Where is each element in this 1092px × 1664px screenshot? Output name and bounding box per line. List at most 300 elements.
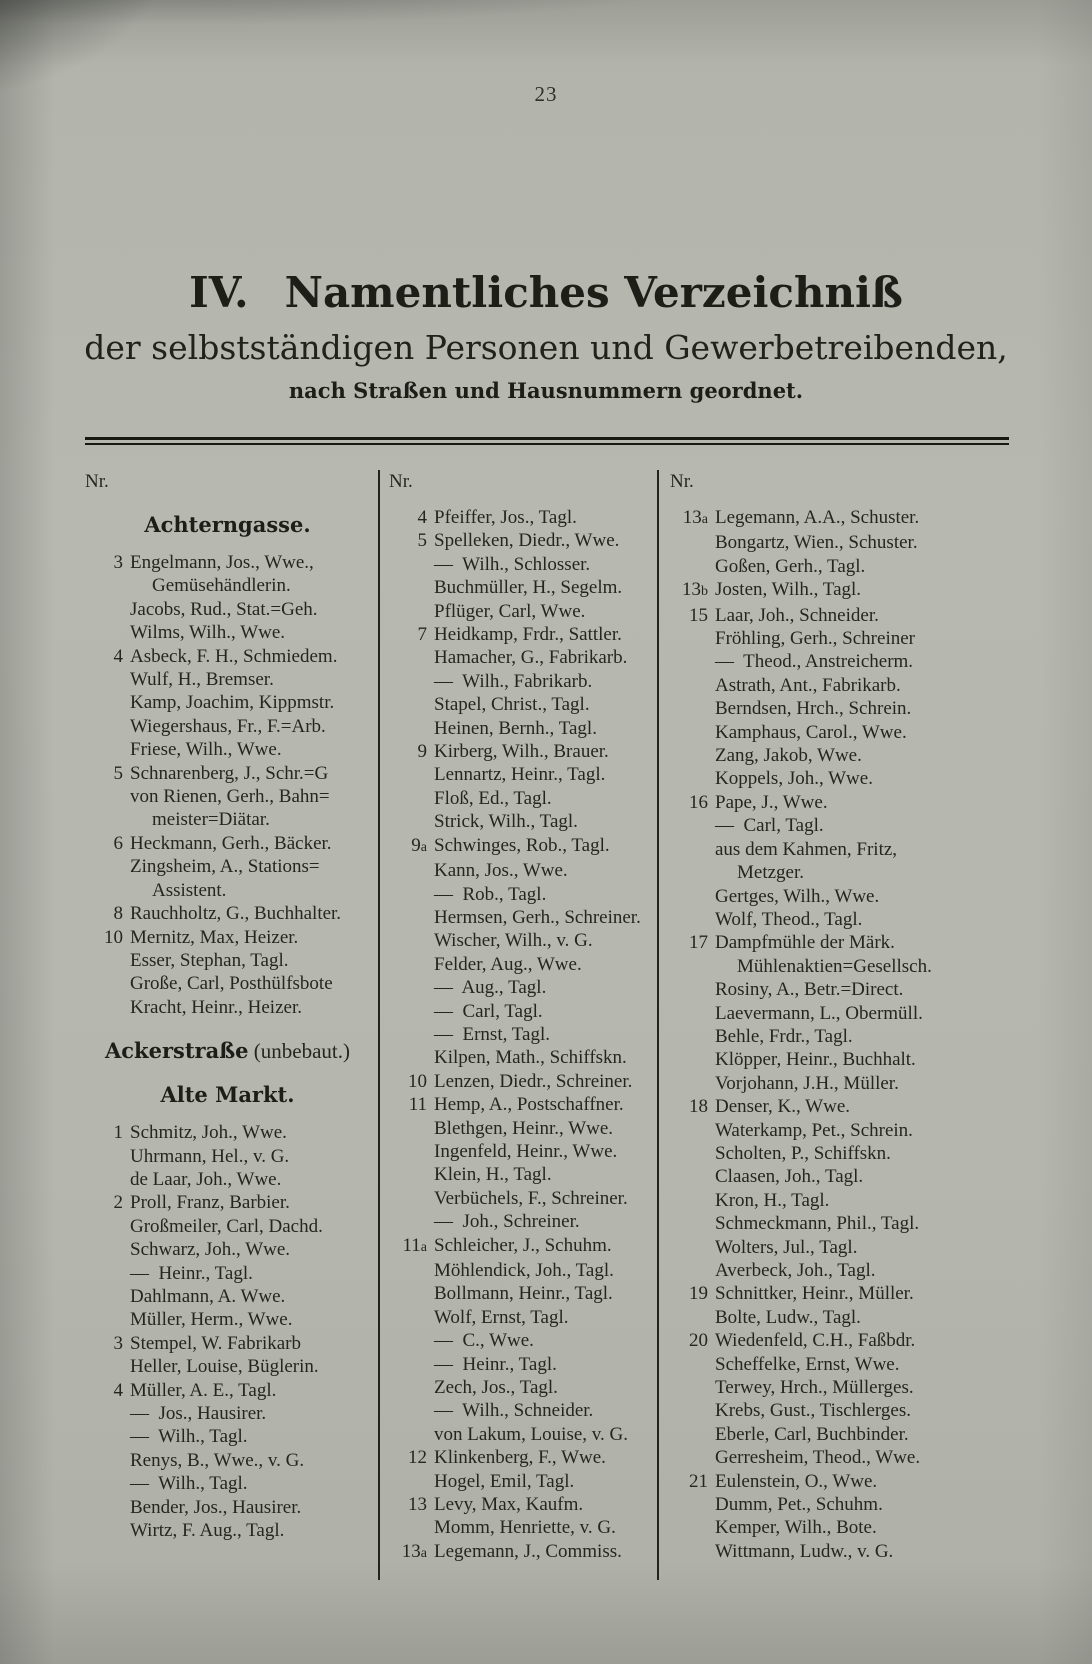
house-number bbox=[670, 1493, 715, 1516]
directory-column bbox=[657, 470, 1010, 1580]
house-number: 13a bbox=[682, 507, 708, 528]
house-number bbox=[389, 553, 434, 576]
directory-entry bbox=[670, 1446, 1010, 1469]
house-number: 3 bbox=[113, 1332, 123, 1354]
entry-text: Laar, Joh., Schneider. bbox=[715, 604, 879, 626]
house-number bbox=[670, 1119, 715, 1142]
entry-text: Wischer, Wilh., v. G. bbox=[434, 930, 593, 952]
house-number bbox=[389, 1046, 434, 1069]
entry-text: Averbeck, Joh., Tagl. bbox=[715, 1260, 876, 1281]
directory-entry bbox=[670, 1493, 1010, 1516]
house-number: 8 bbox=[113, 903, 123, 925]
entry-text: Klöpper, Heinr., Buchhalt. bbox=[715, 1049, 916, 1071]
directory-entry bbox=[85, 691, 370, 714]
house-number bbox=[670, 1025, 715, 1048]
house-number bbox=[85, 1402, 130, 1425]
directory-entry bbox=[85, 1519, 370, 1542]
house-number bbox=[670, 1399, 715, 1422]
entry-text: Schmeckmann, Phil., Tagl. bbox=[715, 1213, 920, 1235]
entry-text: Asbeck, F. H., Schmiedem. bbox=[130, 645, 338, 667]
directory-column bbox=[85, 470, 378, 1580]
house-number bbox=[85, 1262, 130, 1285]
entry-text: Dampfmühle der Märk. bbox=[715, 932, 895, 954]
entry-text: Eulenstein, O., Wwe. bbox=[715, 1470, 878, 1492]
directory-entry bbox=[670, 1165, 1010, 1188]
entry-text: Floß, Ed., Tagl. bbox=[434, 787, 552, 809]
directory-entry bbox=[85, 808, 370, 831]
house-number bbox=[85, 621, 130, 644]
house-number bbox=[389, 1259, 434, 1282]
house-number bbox=[389, 976, 434, 999]
entry-text: — Jos., Hausirer. bbox=[130, 1403, 267, 1424]
directory-entry bbox=[670, 838, 1010, 861]
entry-text: Mernitz, Max, Heizer. bbox=[130, 926, 299, 948]
house-number: 6 bbox=[113, 832, 123, 854]
house-number bbox=[389, 953, 434, 976]
entry-text: Kilpen, Math., Schiffskn. bbox=[434, 1047, 627, 1069]
house-number bbox=[389, 670, 434, 693]
entry-text: Claasen, Joh., Tagl. bbox=[715, 1166, 864, 1188]
directory-entry bbox=[85, 832, 370, 855]
directory-entry bbox=[389, 929, 653, 952]
entry-text: Behle, Frdr., Tagl. bbox=[715, 1025, 853, 1047]
entry-text: Gertges, Wilh., Wwe. bbox=[715, 885, 880, 907]
directory-entry bbox=[389, 1306, 653, 1329]
house-number bbox=[85, 808, 130, 831]
house-number: 13a bbox=[401, 1540, 427, 1562]
directory-entry bbox=[389, 1446, 653, 1469]
entry-text: Terwey, Hrch., Müllerges. bbox=[715, 1377, 914, 1399]
directory-entry bbox=[85, 902, 370, 925]
entry-text: Zang, Jakob, Wwe. bbox=[715, 745, 862, 767]
directory-entry bbox=[85, 879, 370, 902]
entry-text: Stapel, Christ., Tagl. bbox=[434, 694, 590, 716]
directory-entry bbox=[389, 740, 653, 763]
entry-text: Buchmüller, H., Segelm. bbox=[434, 577, 623, 599]
house-number bbox=[389, 929, 434, 952]
entry-text: Josten, Wilh., Tagl. bbox=[715, 579, 862, 601]
house-number: 4 bbox=[113, 1379, 123, 1401]
directory-entry bbox=[670, 1540, 1010, 1563]
directory-entry bbox=[85, 1308, 370, 1331]
entry-text: Müller, A. E., Tagl. bbox=[130, 1379, 277, 1401]
entry-text: aus dem Kahmen, Fritz, bbox=[715, 838, 898, 860]
house-number bbox=[670, 1048, 715, 1071]
entry-text: Schwinges, Rob., Tagl. bbox=[434, 834, 610, 856]
entry-text: Gemüsehändlerin. bbox=[152, 575, 291, 597]
directory-entry bbox=[389, 1353, 653, 1376]
directory-entry bbox=[389, 976, 653, 999]
house-number bbox=[389, 1423, 434, 1446]
house-number bbox=[670, 1540, 715, 1563]
house-number bbox=[670, 1002, 715, 1025]
entry-text: Wolters, Jul., Tagl. bbox=[715, 1236, 858, 1258]
nr-label: Nr. bbox=[85, 471, 109, 492]
house-number bbox=[85, 1168, 130, 1191]
entry-text: Hemp, A., Postschaffner. bbox=[434, 1094, 624, 1116]
house-number bbox=[85, 785, 130, 808]
directory-entry bbox=[670, 721, 1010, 744]
house-number bbox=[85, 972, 130, 995]
directory-entry bbox=[85, 996, 370, 1019]
directory-entry bbox=[670, 1306, 1010, 1329]
entry-text: Strick, Wilh., Tagl. bbox=[434, 811, 578, 833]
entry-text: Denser, K., Wwe. bbox=[715, 1096, 851, 1118]
entry-text: Esser, Stephan, Tagl. bbox=[130, 949, 289, 971]
directory-entry bbox=[85, 598, 370, 621]
house-number bbox=[670, 555, 715, 578]
house-number bbox=[670, 1165, 715, 1188]
entry-text: Scholten, P., Schiffskn. bbox=[715, 1142, 891, 1164]
directory-entry bbox=[85, 1425, 370, 1448]
house-number: 13 bbox=[408, 1494, 427, 1516]
entry-text: Müller, Herm., Wwe. bbox=[130, 1309, 293, 1331]
house-number bbox=[85, 668, 130, 691]
directory-entry bbox=[85, 1262, 370, 1285]
directory-entry bbox=[389, 1516, 653, 1539]
entry-text: Lenzen, Diedr., Schreiner. bbox=[434, 1070, 633, 1092]
entry-text: Schmitz, Joh., Wwe. bbox=[130, 1122, 287, 1144]
directory-entry bbox=[670, 531, 1010, 554]
directory-entry bbox=[389, 834, 653, 859]
house-number bbox=[670, 697, 715, 720]
house-number bbox=[389, 1306, 434, 1329]
house-number bbox=[670, 978, 715, 1001]
entry-text: Schnittker, Heinr., Müller. bbox=[715, 1283, 914, 1305]
house-number bbox=[389, 1470, 434, 1493]
entry-text: Fröhling, Gerh., Schreiner bbox=[715, 628, 915, 650]
house-number bbox=[670, 1423, 715, 1446]
entry-text: Dumm, Pet., Schuhm. bbox=[715, 1494, 883, 1516]
directory-entry bbox=[389, 1023, 653, 1046]
house-number: 3 bbox=[113, 552, 123, 573]
directory-entry bbox=[670, 861, 1010, 884]
page-title bbox=[0, 268, 1092, 318]
house-number bbox=[85, 1355, 130, 1378]
house-number bbox=[389, 1329, 434, 1352]
directory-entry bbox=[670, 885, 1010, 908]
entry-text: Bongartz, Wien., Schuster. bbox=[715, 532, 918, 554]
directory-entry bbox=[389, 1187, 653, 1210]
entry-text: Astrath, Ant., Fabrikarb. bbox=[715, 674, 901, 696]
house-number bbox=[85, 1285, 130, 1308]
directory-entry bbox=[85, 1379, 370, 1402]
house-number bbox=[389, 859, 434, 882]
directory-entry bbox=[389, 1282, 653, 1305]
entry-text: Vorjohann, J.H., Müller. bbox=[715, 1072, 899, 1094]
house-number bbox=[670, 767, 715, 790]
entry-text: — Heinr., Tagl. bbox=[130, 1262, 253, 1284]
street-heading: Ackerstraße (unbebaut.) bbox=[104, 1038, 351, 1064]
entry-text: Bender, Jos., Hausirer. bbox=[130, 1496, 302, 1518]
house-number bbox=[85, 879, 130, 902]
house-number: 5 bbox=[113, 762, 123, 784]
house-number: 4 bbox=[113, 645, 123, 667]
house-number bbox=[85, 1215, 130, 1238]
directory-entry bbox=[389, 810, 653, 833]
entry-text: Kamphaus, Carol., Wwe. bbox=[715, 721, 907, 743]
directory-entry bbox=[670, 1142, 1010, 1165]
house-number bbox=[389, 646, 434, 669]
entry-text: Metzger. bbox=[737, 862, 805, 884]
directory-entry bbox=[670, 744, 1010, 767]
entry-text: Renys, B., Wwe., v. G. bbox=[130, 1449, 305, 1471]
house-number: 4 bbox=[417, 507, 427, 528]
entry-text: Spelleken, Diedr., Wwe. bbox=[434, 530, 620, 552]
page-number: 23 bbox=[534, 82, 558, 106]
house-number bbox=[670, 885, 715, 908]
entry-text: Kron, H., Tagl. bbox=[715, 1189, 830, 1211]
entry-text: Proll, Franz, Barbier. bbox=[130, 1192, 290, 1214]
directory-entry bbox=[670, 578, 1010, 603]
directory-entry bbox=[85, 1402, 370, 1425]
house-number bbox=[670, 531, 715, 554]
directory-entry bbox=[389, 646, 653, 669]
house-number bbox=[670, 861, 715, 884]
house-number: 21 bbox=[689, 1470, 708, 1492]
entry-text: Waterkamp, Pet., Schrein. bbox=[715, 1119, 913, 1141]
entry-text: von Rienen, Gerh., Bahn= bbox=[130, 786, 330, 808]
entry-text: Stempel, W. Fabrikarb bbox=[130, 1332, 301, 1354]
entry-text: Momm, Henriette, v. G. bbox=[434, 1517, 616, 1539]
entry-text: Blethgen, Heinr., Wwe. bbox=[434, 1117, 614, 1139]
directory-entry bbox=[670, 1048, 1010, 1071]
house-number bbox=[389, 763, 434, 786]
directory-entry bbox=[389, 1470, 653, 1493]
directory-entry bbox=[85, 574, 370, 597]
entry-text: Heidkamp, Frdr., Sattler. bbox=[434, 624, 622, 646]
house-number bbox=[389, 1376, 434, 1399]
house-number bbox=[389, 1140, 434, 1163]
directory-entry bbox=[670, 1329, 1010, 1352]
entry-text: Pape, J., Wwe. bbox=[715, 791, 828, 813]
house-number: 18 bbox=[689, 1096, 708, 1118]
page-header bbox=[0, 268, 1092, 404]
nr-label: Nr. bbox=[389, 471, 413, 492]
entry-text: Assistent. bbox=[152, 879, 227, 901]
entry-text: Hogel, Emil, Tagl. bbox=[434, 1470, 575, 1492]
entry-text: Lennartz, Heinr., Tagl. bbox=[434, 764, 606, 786]
entry-text: Engelmann, Jos., Wwe., bbox=[130, 552, 314, 573]
house-number: 20 bbox=[689, 1330, 708, 1352]
entry-text: — Wilh., Tagl. bbox=[130, 1473, 248, 1495]
directory-entry bbox=[670, 978, 1010, 1001]
house-number bbox=[389, 1353, 434, 1376]
directory-entry bbox=[85, 645, 370, 668]
directory-entry bbox=[670, 1516, 1010, 1539]
directory-entry bbox=[85, 1145, 370, 1168]
house-number bbox=[670, 627, 715, 650]
house-number bbox=[670, 1259, 715, 1282]
house-number: 2 bbox=[113, 1192, 123, 1214]
directory-entry bbox=[85, 1285, 370, 1308]
house-number bbox=[85, 1472, 130, 1495]
entry-text: Berndsen, Hrch., Schrein. bbox=[715, 698, 912, 720]
directory-entry bbox=[389, 787, 653, 810]
directory-entry bbox=[670, 1399, 1010, 1422]
directory-entry bbox=[85, 715, 370, 738]
entry-text: Scheffelke, Ernst, Wwe. bbox=[715, 1353, 900, 1375]
directory-entry bbox=[389, 1070, 653, 1093]
directory-entry bbox=[85, 972, 370, 995]
directory-entry bbox=[670, 1376, 1010, 1399]
entry-text: — Wilh., Tagl. bbox=[130, 1426, 248, 1448]
directory-entry bbox=[85, 949, 370, 972]
house-number: 15 bbox=[689, 604, 708, 626]
entry-text: Uhrmann, Hel., v. G. bbox=[130, 1145, 290, 1167]
directory-entry bbox=[670, 506, 1010, 531]
entry-text: Pflüger, Carl, Wwe. bbox=[434, 600, 586, 622]
directory-entry bbox=[85, 1472, 370, 1495]
house-number bbox=[389, 810, 434, 833]
entry-text: — Carl, Tagl. bbox=[715, 815, 824, 837]
house-number bbox=[670, 1072, 715, 1095]
nr-label: Nr. bbox=[670, 471, 694, 492]
directory-entry bbox=[389, 1259, 653, 1282]
entry-text: Kirberg, Wilh., Brauer. bbox=[434, 741, 609, 763]
house-number bbox=[670, 1446, 715, 1469]
directory-entry bbox=[670, 1072, 1010, 1095]
directory-entry bbox=[389, 883, 653, 906]
entry-text: Kracht, Heinr., Heizer. bbox=[130, 996, 302, 1018]
house-number bbox=[85, 1519, 130, 1542]
house-number bbox=[670, 1212, 715, 1235]
directory-entry bbox=[85, 762, 370, 785]
entry-text: Großmeiler, Carl, Dachd. bbox=[130, 1215, 323, 1237]
directory-entry bbox=[670, 1189, 1010, 1212]
title-text: Namentliches Verzeichniß bbox=[284, 268, 903, 317]
directory-entry bbox=[389, 763, 653, 786]
house-number: 10 bbox=[104, 926, 123, 948]
directory-entry bbox=[389, 529, 653, 552]
entry-text: Koppels, Joh., Wwe. bbox=[715, 768, 873, 790]
directory-entry bbox=[389, 953, 653, 976]
entry-text: — Joh., Schreiner. bbox=[434, 1211, 580, 1233]
entry-text: Wulf, H., Bremser. bbox=[130, 669, 274, 691]
entry-text: — Wilh., Fabrikarb. bbox=[434, 670, 593, 692]
double-rule bbox=[85, 437, 1009, 445]
street-heading: Achterngasse. bbox=[144, 512, 311, 537]
house-number: 9a bbox=[411, 834, 427, 856]
house-number bbox=[670, 1353, 715, 1376]
entry-text: Bollmann, Heinr., Tagl. bbox=[434, 1283, 613, 1305]
directory-entry bbox=[389, 576, 653, 599]
house-number bbox=[389, 1163, 434, 1186]
entry-text: Große, Carl, Posthülfsbote bbox=[130, 973, 333, 995]
entry-text: Goßen, Gerh., Tagl. bbox=[715, 555, 866, 577]
directory-entry bbox=[389, 1376, 653, 1399]
directory-entry bbox=[85, 1355, 370, 1378]
house-number: 1 bbox=[113, 1122, 123, 1144]
entry-text: Rauchholtz, G., Buchhalter. bbox=[130, 903, 342, 925]
directory-entry bbox=[670, 604, 1010, 627]
entry-text: — Aug., Tagl. bbox=[434, 977, 547, 999]
directory-entry bbox=[389, 1210, 653, 1233]
directory-entry bbox=[389, 1423, 653, 1446]
house-number bbox=[389, 1399, 434, 1422]
entry-text: — Ernst, Tagl. bbox=[434, 1023, 551, 1045]
directory-entry bbox=[389, 859, 653, 882]
directory-entry bbox=[389, 1000, 653, 1023]
entry-text: Krebs, Gust., Tischlerges. bbox=[715, 1400, 911, 1422]
house-number: 7 bbox=[417, 624, 427, 646]
house-number bbox=[389, 787, 434, 810]
entry-text: Pfeiffer, Jos., Tagl. bbox=[434, 507, 577, 528]
entry-text: — Carl, Tagl. bbox=[434, 1000, 543, 1022]
directory-entry bbox=[85, 1168, 370, 1191]
house-number bbox=[389, 906, 434, 929]
house-number bbox=[670, 1516, 715, 1539]
entry-text: Levy, Max, Kaufm. bbox=[434, 1494, 584, 1516]
directory-entry bbox=[670, 955, 1010, 978]
entry-text: Kamp, Joachim, Kippmstr. bbox=[130, 692, 335, 714]
directory-entry bbox=[389, 906, 653, 929]
directory-entry bbox=[670, 1423, 1010, 1446]
entry-text: Verbüchels, F., Schreiner. bbox=[434, 1187, 628, 1209]
directory-entry bbox=[670, 1259, 1010, 1282]
directory-entry bbox=[389, 717, 653, 740]
house-number: 12 bbox=[408, 1447, 427, 1469]
directory-entry bbox=[85, 926, 370, 949]
house-number bbox=[670, 1142, 715, 1165]
house-number bbox=[670, 1306, 715, 1329]
entry-text: — Theod., Anstreicherm. bbox=[715, 651, 914, 673]
entry-text: Klein, H., Tagl. bbox=[434, 1164, 552, 1186]
entry-text: Rosiny, A., Betr.=Direct. bbox=[715, 979, 904, 1001]
entry-text: — C., Wwe. bbox=[434, 1330, 534, 1352]
house-number bbox=[389, 1282, 434, 1305]
directory-columns bbox=[85, 470, 1010, 1580]
entry-text: — Heinr., Tagl. bbox=[434, 1353, 557, 1375]
house-number bbox=[389, 576, 434, 599]
house-number bbox=[85, 574, 130, 597]
entry-text: Wolf, Theod., Tagl. bbox=[715, 908, 863, 930]
house-number bbox=[389, 600, 434, 623]
directory-entry bbox=[670, 1119, 1010, 1142]
entry-text: Schleicher, J., Schuhm. bbox=[434, 1234, 612, 1256]
directory-entry bbox=[389, 1234, 653, 1259]
house-number: 13b bbox=[682, 579, 708, 601]
house-number bbox=[85, 598, 130, 621]
directory-entry bbox=[389, 506, 653, 529]
house-number: 10 bbox=[408, 1070, 427, 1092]
house-number bbox=[670, 1236, 715, 1259]
house-number bbox=[670, 955, 715, 978]
directory-entry bbox=[85, 1496, 370, 1519]
house-number bbox=[85, 1145, 130, 1168]
entry-text: von Lakum, Louise, v. G. bbox=[434, 1423, 629, 1445]
house-number bbox=[670, 744, 715, 767]
directory-entry bbox=[670, 814, 1010, 837]
page-tagline: nach Straßen und Hausnummern geordnet. bbox=[288, 378, 804, 403]
entry-text: Hermsen, Gerh., Schreiner. bbox=[434, 906, 641, 928]
directory-entry bbox=[670, 697, 1010, 720]
entry-text: Hamacher, G., Fabrikarb. bbox=[434, 647, 628, 669]
house-number bbox=[670, 721, 715, 744]
directory-entry bbox=[389, 1399, 653, 1422]
entry-text: Wiedenfeld, C.H., Faßbdr. bbox=[715, 1330, 916, 1352]
entry-text: Wilms, Wilh., Wwe. bbox=[130, 622, 286, 644]
directory-entry bbox=[85, 855, 370, 878]
house-number bbox=[85, 855, 130, 878]
entry-text: de Laar, Joh., Wwe. bbox=[130, 1168, 282, 1190]
directory-entry bbox=[389, 1493, 653, 1516]
directory-entry bbox=[389, 1540, 653, 1565]
entry-text: Heinen, Bernh., Tagl. bbox=[434, 717, 597, 739]
house-number: 9 bbox=[417, 741, 427, 763]
directory-entry bbox=[389, 1329, 653, 1352]
house-number bbox=[670, 814, 715, 837]
